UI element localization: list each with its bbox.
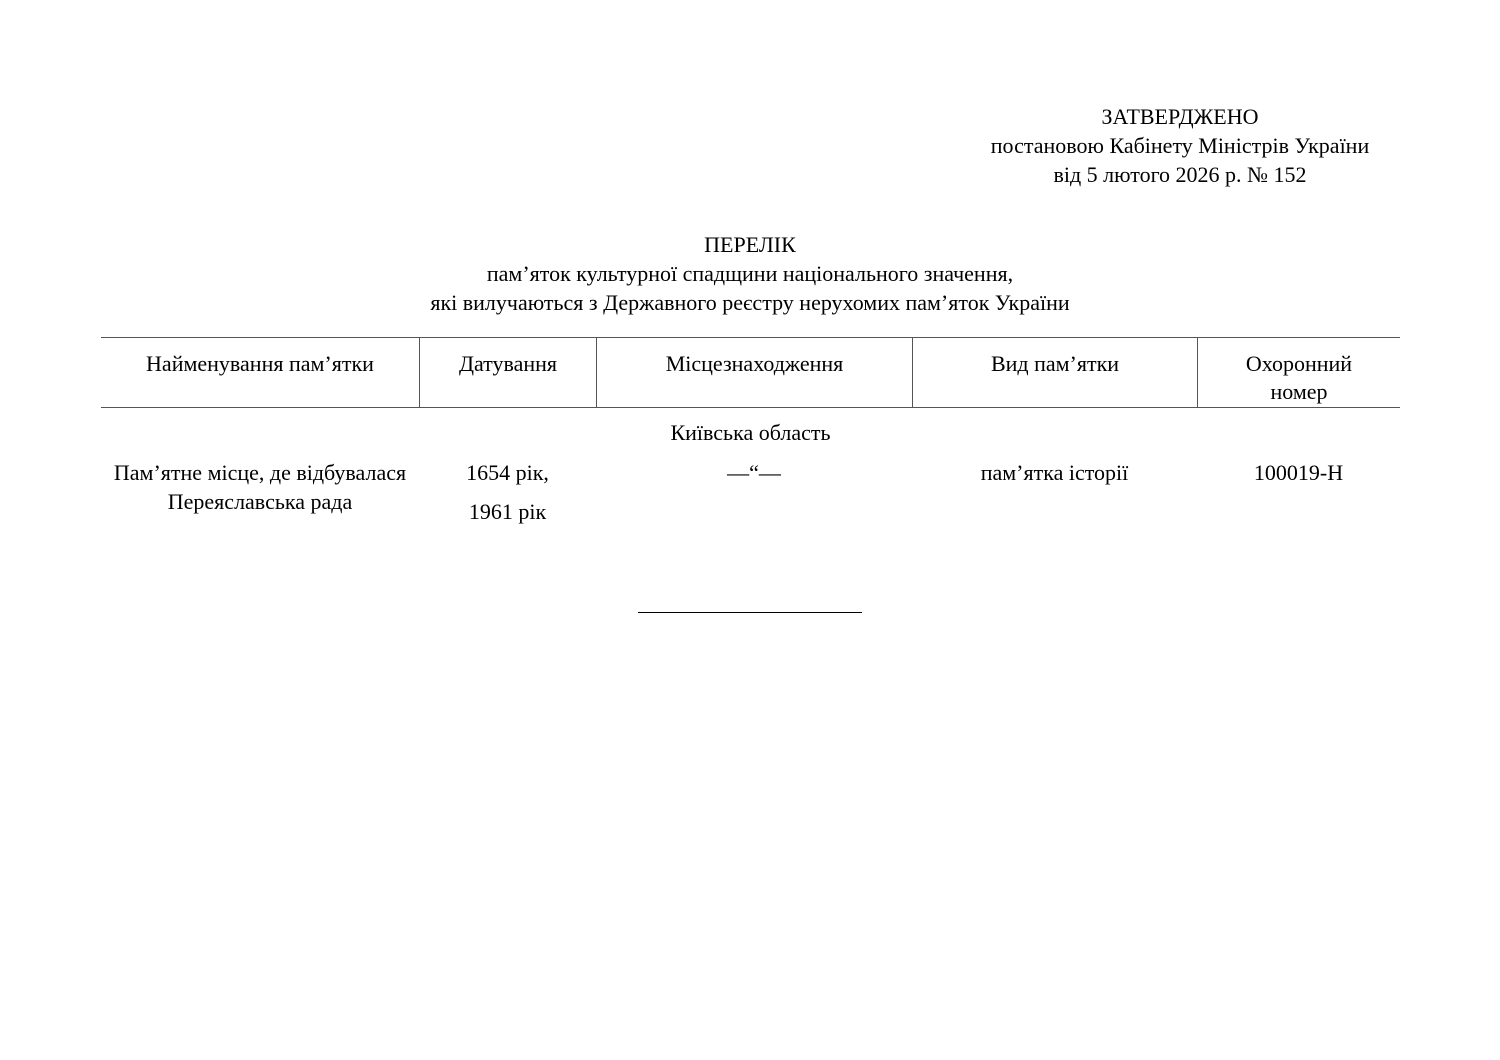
title-subtitle-1: пам’яток культурної спадщини національного значення,: [486, 261, 1014, 286]
title-subtitle-2: які вилучаються з Державного реєстру нерухомих пам’яток України: [430, 290, 1070, 315]
closing-divider: [638, 612, 862, 613]
cell-name: Пам’ятне місце, де відбувалася Переяславська рада: [113, 460, 407, 514]
table-header: [101, 337, 1400, 408]
cell-protection-number: 100019-Н: [1253, 460, 1344, 485]
header-location: Місцезнаходження: [596, 338, 912, 407]
approval-date: від 5 лютого 2026 р. № 152: [1053, 162, 1307, 187]
approval-heading: ЗАТВЕРДЖЕНО: [1101, 104, 1259, 129]
document-title: [250, 230, 1250, 317]
header-name: Найменування пам’ятки: [146, 351, 374, 376]
date-2: 1961 рік: [468, 499, 547, 524]
header-dating: Датування: [419, 338, 596, 407]
cell-location: —“—: [727, 460, 781, 485]
cell-type: пам’ятка історії: [980, 460, 1129, 485]
approval-stamp: [950, 102, 1410, 189]
approval-authority: постановою Кабінету Міністрів України: [990, 133, 1370, 158]
cell-dating: [419, 458, 596, 526]
region-heading: Київська область: [670, 420, 831, 445]
header-type: Вид пам’ятки: [912, 338, 1197, 407]
date-1: 1654 рік,: [466, 460, 549, 485]
title-heading: ПЕРЕЛІК: [704, 232, 796, 257]
monuments-table: [101, 337, 1400, 526]
header-protection-number: Охоронний номер: [1197, 338, 1400, 407]
table-row: [101, 458, 1400, 526]
